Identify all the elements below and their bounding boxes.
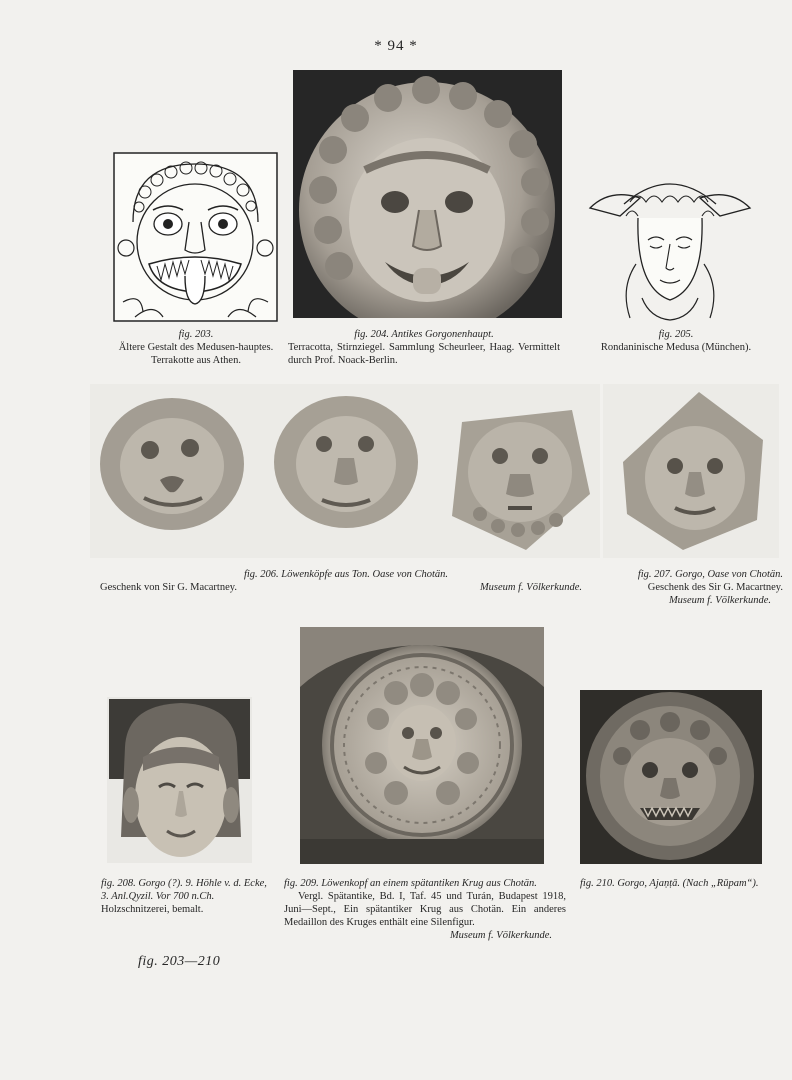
- figure-203-text: Ältere Gestalt des Medusen-hauptes. Terrakotte aus Athen.: [118, 342, 274, 366]
- figure-204-caption: [288, 328, 560, 367]
- figure-207-caption: [600, 568, 783, 607]
- figure-204-text: Terracotta, Stirnziegel. Sammlung Scheurleer, Haag. Vermittelt durch Prof. Noack-Berlin.: [288, 342, 560, 366]
- figure-207-donor: Geschenk des Sir G. Macartney.: [647, 582, 783, 593]
- figure-range-signature: fig. 203—210: [138, 954, 221, 969]
- figure-207-number: fig. 207. Gorgo, Oase von Chotän.: [637, 569, 783, 580]
- figure-207-museum: Museum f. Völkerkunde.: [668, 595, 771, 606]
- figure-203-number: fig. 203.: [178, 329, 214, 340]
- lion-head-1: [100, 398, 244, 530]
- figure-208-carved-head-photo: [107, 697, 252, 863]
- figure-203-caption: [110, 328, 282, 367]
- figure-210-number: fig. 210. Gorgo, Ajaṇṭā. (Nach „Rūpam“).: [580, 878, 759, 889]
- figure-204-number: fig. 204. Antikes Gorgonenhaupt.: [354, 329, 494, 340]
- figure-208-text: Holzschnitzerei, bemalt.: [101, 904, 204, 915]
- figure-209-museum: Museum f. Völkerkunde.: [449, 930, 552, 941]
- figure-206-number: fig. 206. Löwenköpfe aus Ton. Oase von Chotän.: [243, 569, 449, 580]
- figure-210-ajanta-gorgo-photo: [580, 690, 762, 864]
- figure-205-text: Rondaninische Medusa (München).: [600, 342, 752, 353]
- figure-208-caption: [101, 877, 271, 916]
- figure-206-lion-heads-photo: [90, 384, 600, 558]
- figure-207-gorgo-photo: [603, 384, 779, 558]
- figure-208-number: fig. 208. Gorgo (?). 9. Höhle v. d. Ecke, 3. Anl.Qyzil. Vor 700 n.Ch.: [101, 878, 267, 902]
- figure-205-medusa-drawing: [580, 168, 760, 326]
- figure-204-gorgon-photo: [293, 70, 562, 318]
- figure-205-number: fig. 205.: [658, 329, 694, 340]
- figure-206-caption: [96, 568, 586, 595]
- figure-209-number: fig. 209. Löwenkopf an einem spätantiken Krug aus Chotän.: [284, 878, 537, 889]
- figure-210-caption: [580, 877, 775, 890]
- figure-209-medallion-photo: [300, 627, 544, 864]
- page-number: * 94 *: [374, 38, 418, 54]
- figure-206-donor: Geschenk von Sir G. Macartney.: [100, 582, 237, 593]
- figure-205-caption: [578, 328, 774, 354]
- figure-206-museum: Museum f. Völkerkunde.: [479, 582, 582, 593]
- figure-203-gorgon-drawing: [113, 152, 278, 322]
- figure-209-text: Vergl. Spätantike, Bd. I, Taf. 45 und Turán, Budapest 1918, Juni—Sept., Ein spätantiker Krug aus Chotän. Ein anderes Medaillon des Kruges enthält eine Silenfigur.: [284, 891, 566, 928]
- figure-209-caption: [284, 877, 566, 942]
